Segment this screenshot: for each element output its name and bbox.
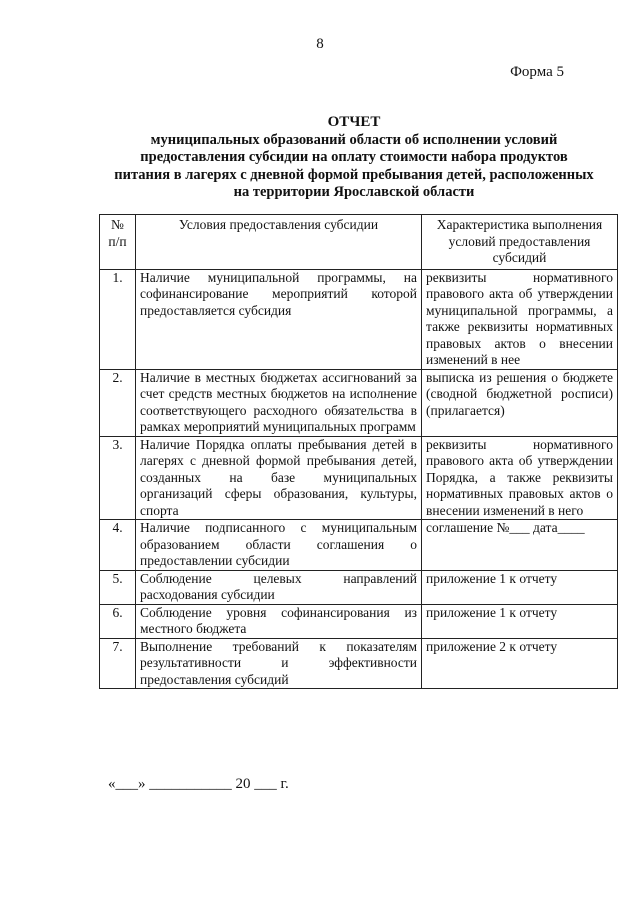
table-header-row [100,215,618,270]
row-num: 6. [100,604,136,638]
report-subtitle-line: муниципальных образований области об исполнении условий [150,131,558,148]
report-subtitle-line: на территории Ярославской области [233,184,475,200]
row-characteristic: реквизиты нормативного правового акта об утверждении Порядка, а также реквизиты нормативных правовых актов о внесении изменений в него [422,436,618,520]
report-table [99,214,618,689]
report-subtitle-line: питания в лагерях с дневной формой пребывания детей, расположенных [114,166,594,183]
row-condition: Наличие Порядка оплаты пребывания детей в лагерях с дневной формой пребывания детей, созданных на базе муниципальных организаций сферы образования, культуры, спорта [136,436,422,520]
row-characteristic: реквизиты нормативного правового акта об утверждении муниципальной программы, а также реквизиты нормативных правовых актов о внесении изменений в нее [422,269,618,369]
header-num: № п/п [100,215,136,270]
row-num: 2. [100,369,136,436]
row-num: 5. [100,570,136,604]
header-characteristic: Характеристика выполнения условий предоставления субсидий [422,215,618,270]
title-block [100,114,608,202]
page-number: 8 [316,36,324,52]
table-row [100,604,618,638]
table-row [100,570,618,604]
table-row [100,520,618,571]
row-characteristic: приложение 1 к отчету [422,570,618,604]
row-num: 1. [100,269,136,369]
report-title: ОТЧЕТ [327,114,381,130]
form-label: Форма 5 [510,64,564,80]
row-characteristic: приложение 2 к отчету [422,638,618,689]
row-condition: Выполнение требований к показателям результативности и эффективности предоставления субсидий [136,638,422,689]
report-subtitle-line: предоставления субсидии на оплату стоимости набора продуктов [140,149,568,165]
date-line: «___» ___________ 20 ___ г. [108,776,289,792]
row-characteristic: соглашение №___ дата____ [422,520,618,571]
row-condition: Соблюдение уровня софинансирования из местного бюджета [136,604,422,638]
table-row [100,638,618,689]
header-condition: Условия предоставления субсидии [136,215,422,270]
row-num: 4. [100,520,136,571]
row-condition: Наличие подписанного с муниципальным образованием области соглашения о предоставлении субсидии [136,520,422,571]
row-num: 7. [100,638,136,689]
row-characteristic: приложение 1 к отчету [422,604,618,638]
row-condition: Наличие в местных бюджетах ассигнований за счет средств местных бюджетов на исполнение соответствующего расходного обязательства в рамках мероприятий муниципальных программ [136,369,422,436]
row-condition: Наличие муниципальной программы, на софинансирование мероприятий которой предоставляется субсидия [136,269,422,369]
row-num: 3. [100,436,136,520]
table-row [100,436,618,520]
row-characteristic: выписка из решения о бюджете (сводной бюджетной росписи) (прилагается) [422,369,618,436]
table-row [100,369,618,436]
row-condition: Соблюдение целевых направлений расходования субсидии [136,570,422,604]
table-row [100,269,618,369]
